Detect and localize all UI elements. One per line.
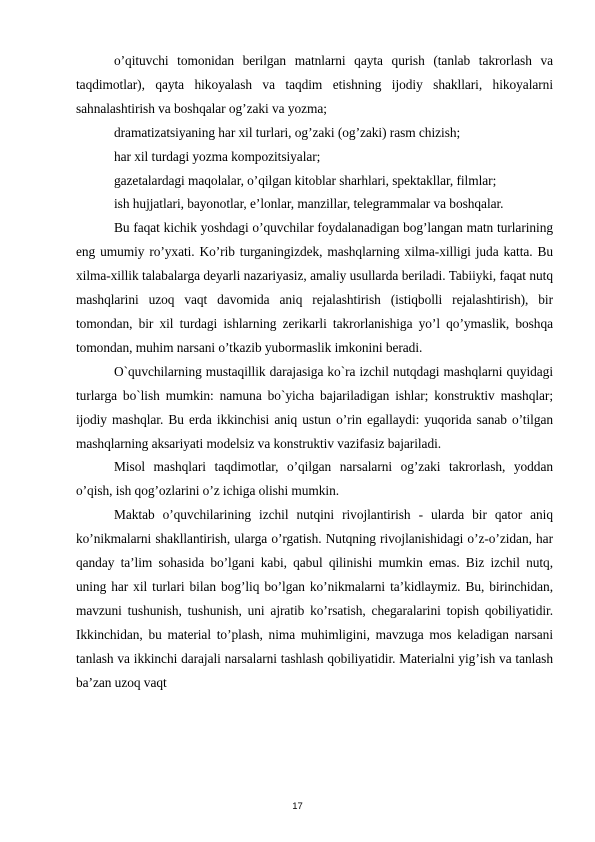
paragraph: har xil turdagi yozma kompozitsiyalar;	[114, 148, 321, 164]
paragraph: Bu faqat kichik yoshdagi o’quvchilar foydalanadigan bog’langan matn turlarining eng umumiy ro’yxati. Ko’rib turganingizdek, mashqlarning xilma-xilligi juda katta. Bu xilma-xillik talabalarga deyarli nazariyasiz, amaliy usullarda beriladi. Tabiiyki, faqat nutq mashqlarini uzoq vaqt davomida aniq rejalashtirish (istiqbolli rejalashtirish), bir tomondan, bir xil turdagi ishlarning zerikarli takrorlanishiga yo’l qo’ymaslik, boshqa tomondan, muhim narsani o’tkazib yubormaslik imkonini beradi.	[76, 220, 553, 355]
paragraph: O`quvchilarning mustaqillik darajasiga ko`ra izchil nutqdagi mashqlarni quyidagi turlarga bo`lish mumkin: namuna bo`yicha bajariladigan ishlar; konstruktiv mashqlar; ijodiy mashqlar. Bu erda ikkinchisi aniq ustun o’rin egallaydi: yuqorida sanab o’tilgan mashqlarning aksariyati modelsiz va konstruktiv vazifasiz bajariladi.	[76, 363, 553, 451]
paragraph: gazetalardagi maqolalar, o’qilgan kitoblar sharhlari, spektakllar, filmlar;	[114, 172, 497, 188]
document-body	[76, 49, 553, 694]
paragraph: Misol mashqlari taqdimotlar, o’qilgan narsalarni og’zaki takrorlash, yoddan o’qish, ish qog’ozlarini o’z ichiga olishi mumkin.	[76, 459, 553, 499]
paragraph: ish hujjatlari, bayonotlar, e’lonlar, manzillar, telegrammalar va boshqalar.	[114, 196, 504, 212]
page-number: 17	[292, 801, 303, 812]
paragraph: dramatizatsiyaning har xil turlari, og’zaki (og’zaki) rasm chizish;	[114, 124, 461, 140]
paragraph: o’qituvchi tomonidan berilgan matnlarni qayta qurish (tanlab takrorlash va taqdimotlar), qayta hikoyalash va taqdim etishning ijodiy shakllari, hikoyalarni sahnalashtirish va boshqalar og’zaki va yozma;	[76, 53, 553, 116]
paragraph: Maktab o’quvchilarining izchil nutqini rivojlantirish - ularda bir qator aniq ko’nikmalarni shakllantirish, ularga o’rgatish. Nutqning rivojlanishidagi o’z-o’zidan, har qanday ta’lim sohasida bo’lgani kabi, qabul qilinishi mumkin emas. Biz izchil nutq, uning har xil turlari bilan bog’liq bo’lgan ko’nikmalarni ta’kidlaymiz. Bu, birinchidan, mavzuni tushunish, tushunish, uni ajratib ko’rsatish, chegaralarini topish qobiliyatidir. Ikkinchidan, bu material to’plash, nima muhimligini, mavzuga mos keladigan narsani tanlash va ikkinchi darajali narsalarni tashlash qobiliyatidir. Materialni yig’ish va tanlash ba’zan uzoq vaqt	[76, 507, 553, 690]
